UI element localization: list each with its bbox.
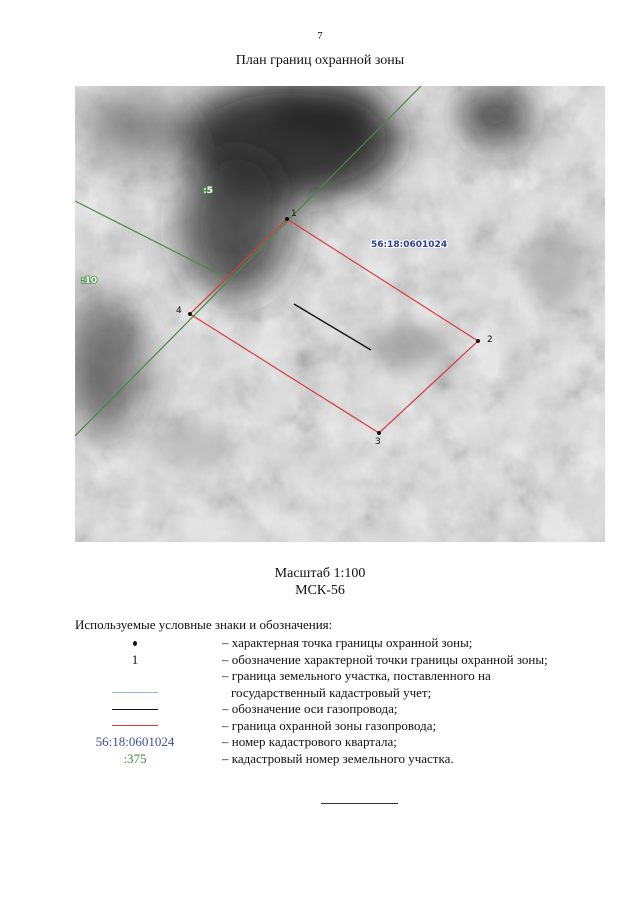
page-number: 7 (317, 30, 323, 42)
blue-line-icon (112, 692, 158, 693)
legend-symbol-text: 56:18:0601024 (95, 734, 175, 750)
legend-symbol-text: 1 (131, 651, 139, 667)
page-title: План границ охранной зоны (235, 53, 405, 68)
legend-item (75, 734, 615, 751)
map-image (75, 86, 605, 542)
legend-desc: – характерная точка границы охранной зоны; (222, 635, 473, 650)
point-label: 1 (291, 209, 297, 219)
parcel-label: :5 (203, 186, 213, 196)
boundary-point (188, 312, 192, 316)
boundary-point (377, 431, 381, 435)
scale-text: Масштаб 1:100 (274, 566, 366, 581)
legend-symbol-text: :375 (123, 750, 147, 766)
point-label: 4 (176, 306, 182, 316)
legend-desc: – номер кадастрового квартала; (222, 734, 397, 749)
red-line-icon (112, 725, 158, 726)
point-label: 3 (375, 437, 381, 447)
legend-item (75, 751, 615, 768)
signature-line (321, 803, 398, 804)
legend-item (75, 652, 615, 669)
point-label: 2 (487, 335, 493, 345)
legend-desc: – граница земельного участка, поставленного на (222, 668, 491, 683)
boundary-point (476, 339, 480, 343)
legend-item (75, 701, 615, 718)
quarter-label: 56:18:0601024 (371, 240, 448, 250)
boundary-point (285, 217, 289, 221)
scale-block (0, 565, 640, 599)
legend-item (75, 635, 615, 652)
legend-desc: – граница охранной зоны газопровода; (222, 717, 437, 733)
legend-desc-continuation: государственный кадастровый учет; (231, 684, 432, 700)
legend-heading: Используемые условные знаки и обозначения: (75, 617, 333, 632)
black-line-icon (112, 709, 158, 710)
parcel-label: :10 (81, 276, 98, 286)
legend-desc: – обозначение оси газопровода; (222, 701, 398, 716)
point-symbol-icon (133, 641, 137, 646)
legend-item (75, 668, 615, 701)
coordinate-system: МСК-56 (295, 583, 345, 598)
legend (75, 617, 615, 767)
legend-desc: – кадастровый номер земельного участка. (222, 750, 454, 766)
legend-desc: – обозначение характерной точки границы охранной зоны; (222, 651, 548, 667)
legend-item (75, 718, 615, 735)
